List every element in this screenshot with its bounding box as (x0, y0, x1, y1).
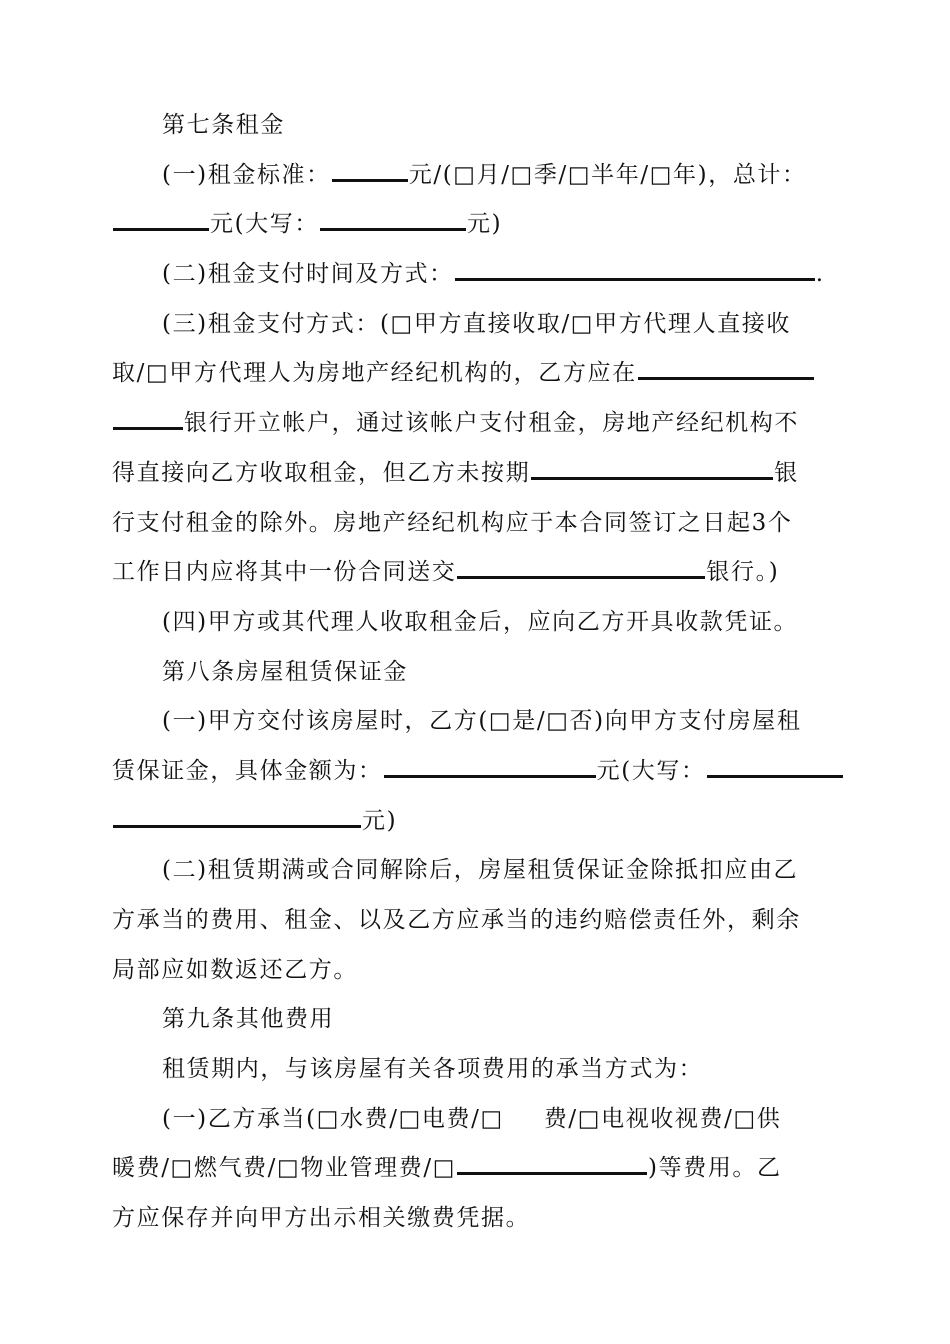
fees-line (112, 1095, 832, 1145)
payment-method-line-2 (112, 349, 832, 399)
fees-line-3 (112, 1194, 832, 1244)
text: (一)甲方交付该房屋时，乙方(□是/□否)向甲方支付房屋租 (162, 708, 802, 735)
deposit-amount-line-2 (112, 797, 832, 847)
other-fees-intro (112, 1045, 832, 1095)
text: 方应保存并向甲方出示相关缴费凭据。 (112, 1205, 531, 1232)
overdue-bank-blank[interactable] (531, 476, 773, 480)
rent-total-blank[interactable] (113, 227, 209, 231)
contract-document (112, 101, 832, 1244)
text: 元(大写： (596, 757, 706, 784)
other-fee-blank[interactable] (457, 1171, 647, 1175)
text: . (815, 261, 825, 288)
text: 租赁期内，与该房屋有关各项费用的承当方式为： (162, 1056, 704, 1083)
receipt-line (112, 598, 832, 648)
deposit-return-line (112, 846, 832, 896)
text: (二)租金支付时间及方式： (162, 261, 454, 288)
text: (二)租赁期满或合同解除后，房屋租赁保证金除抵扣应由乙 (162, 857, 799, 884)
article-8-heading (112, 648, 832, 698)
payment-method-line-6 (112, 548, 832, 598)
text: 银行开立帐户，通过该帐户支付租金，房地产经纪机构不 (184, 410, 799, 437)
text: 元) (362, 807, 398, 834)
text: (一)租金标准： (162, 161, 331, 188)
rent-total-uppercase-blank[interactable] (320, 227, 466, 231)
heading-text: 第八条房屋租赁保证金 (162, 658, 408, 685)
text: (四)甲方或其代理人收取租金后，应向乙方开具收款凭证。 (162, 608, 799, 635)
deposit-return-line-2 (112, 896, 832, 946)
bank-name-blank[interactable] (638, 376, 814, 380)
text: 得直接向乙方收取租金，但乙方未按期 (112, 459, 531, 486)
text: (一)乙方承当(□水费/□电费/□ (162, 1105, 504, 1132)
text: 方承当的费用、租金、以及乙方应承当的违约赔偿责任外，剩余 (112, 907, 801, 933)
payment-time-blank[interactable] (455, 277, 815, 281)
payment-method-line-5 (112, 499, 832, 549)
text: 银 (774, 459, 799, 486)
article-7-heading (112, 101, 832, 151)
deposit-uppercase-blank[interactable] (707, 774, 843, 778)
deposit-return-line-3 (112, 946, 832, 996)
text: 元/(□月/□季/□半年/□年)，总计： (408, 161, 807, 188)
payment-method-line-4 (112, 449, 832, 499)
text: (三)租金支付方式：(□甲方直接收取/□甲方代理人直接收 (162, 310, 791, 337)
text: 工作日内应将其中一份合同送交 (112, 559, 457, 586)
payment-method-line-3 (112, 399, 832, 449)
deposit-amount-blank[interactable] (384, 774, 596, 778)
heading-text: 第七条租金 (162, 112, 285, 138)
rent-amount-blank[interactable] (332, 178, 408, 182)
text: 行支付租金的除外。房地产经纪机构应于本合同签订之日起3个 (112, 509, 793, 536)
rent-total-line (112, 200, 832, 250)
text: 局部应如数返还乙方。 (112, 956, 358, 983)
deposit-amount-line (112, 747, 832, 797)
text: 元) (466, 211, 503, 238)
text: 暖费/□燃气费/□物业管理费/□ (112, 1155, 457, 1182)
bank-name-blank-cont[interactable] (113, 426, 183, 430)
text: 元(大写： (210, 211, 319, 238)
deposit-line (112, 697, 832, 747)
text: )等费用。乙 (648, 1155, 782, 1182)
rent-payment-time-line (112, 250, 832, 300)
payment-method-line (112, 300, 832, 350)
deposit-uppercase-blank-cont[interactable] (113, 824, 361, 828)
heading-text: 第九条其他费用 (162, 1006, 335, 1033)
text: 取/□甲方代理人为房地产经纪机构的，乙方应在 (112, 360, 637, 387)
article-9-heading (112, 995, 832, 1045)
rent-standard-line (112, 151, 832, 201)
text: 银行。) (706, 559, 780, 586)
text: 费/□电视收视费/□供 (543, 1105, 782, 1132)
text: 赁保证金，具体金额为： (112, 757, 383, 784)
contract-bank-blank[interactable] (457, 575, 705, 579)
fees-line-2 (112, 1144, 832, 1194)
